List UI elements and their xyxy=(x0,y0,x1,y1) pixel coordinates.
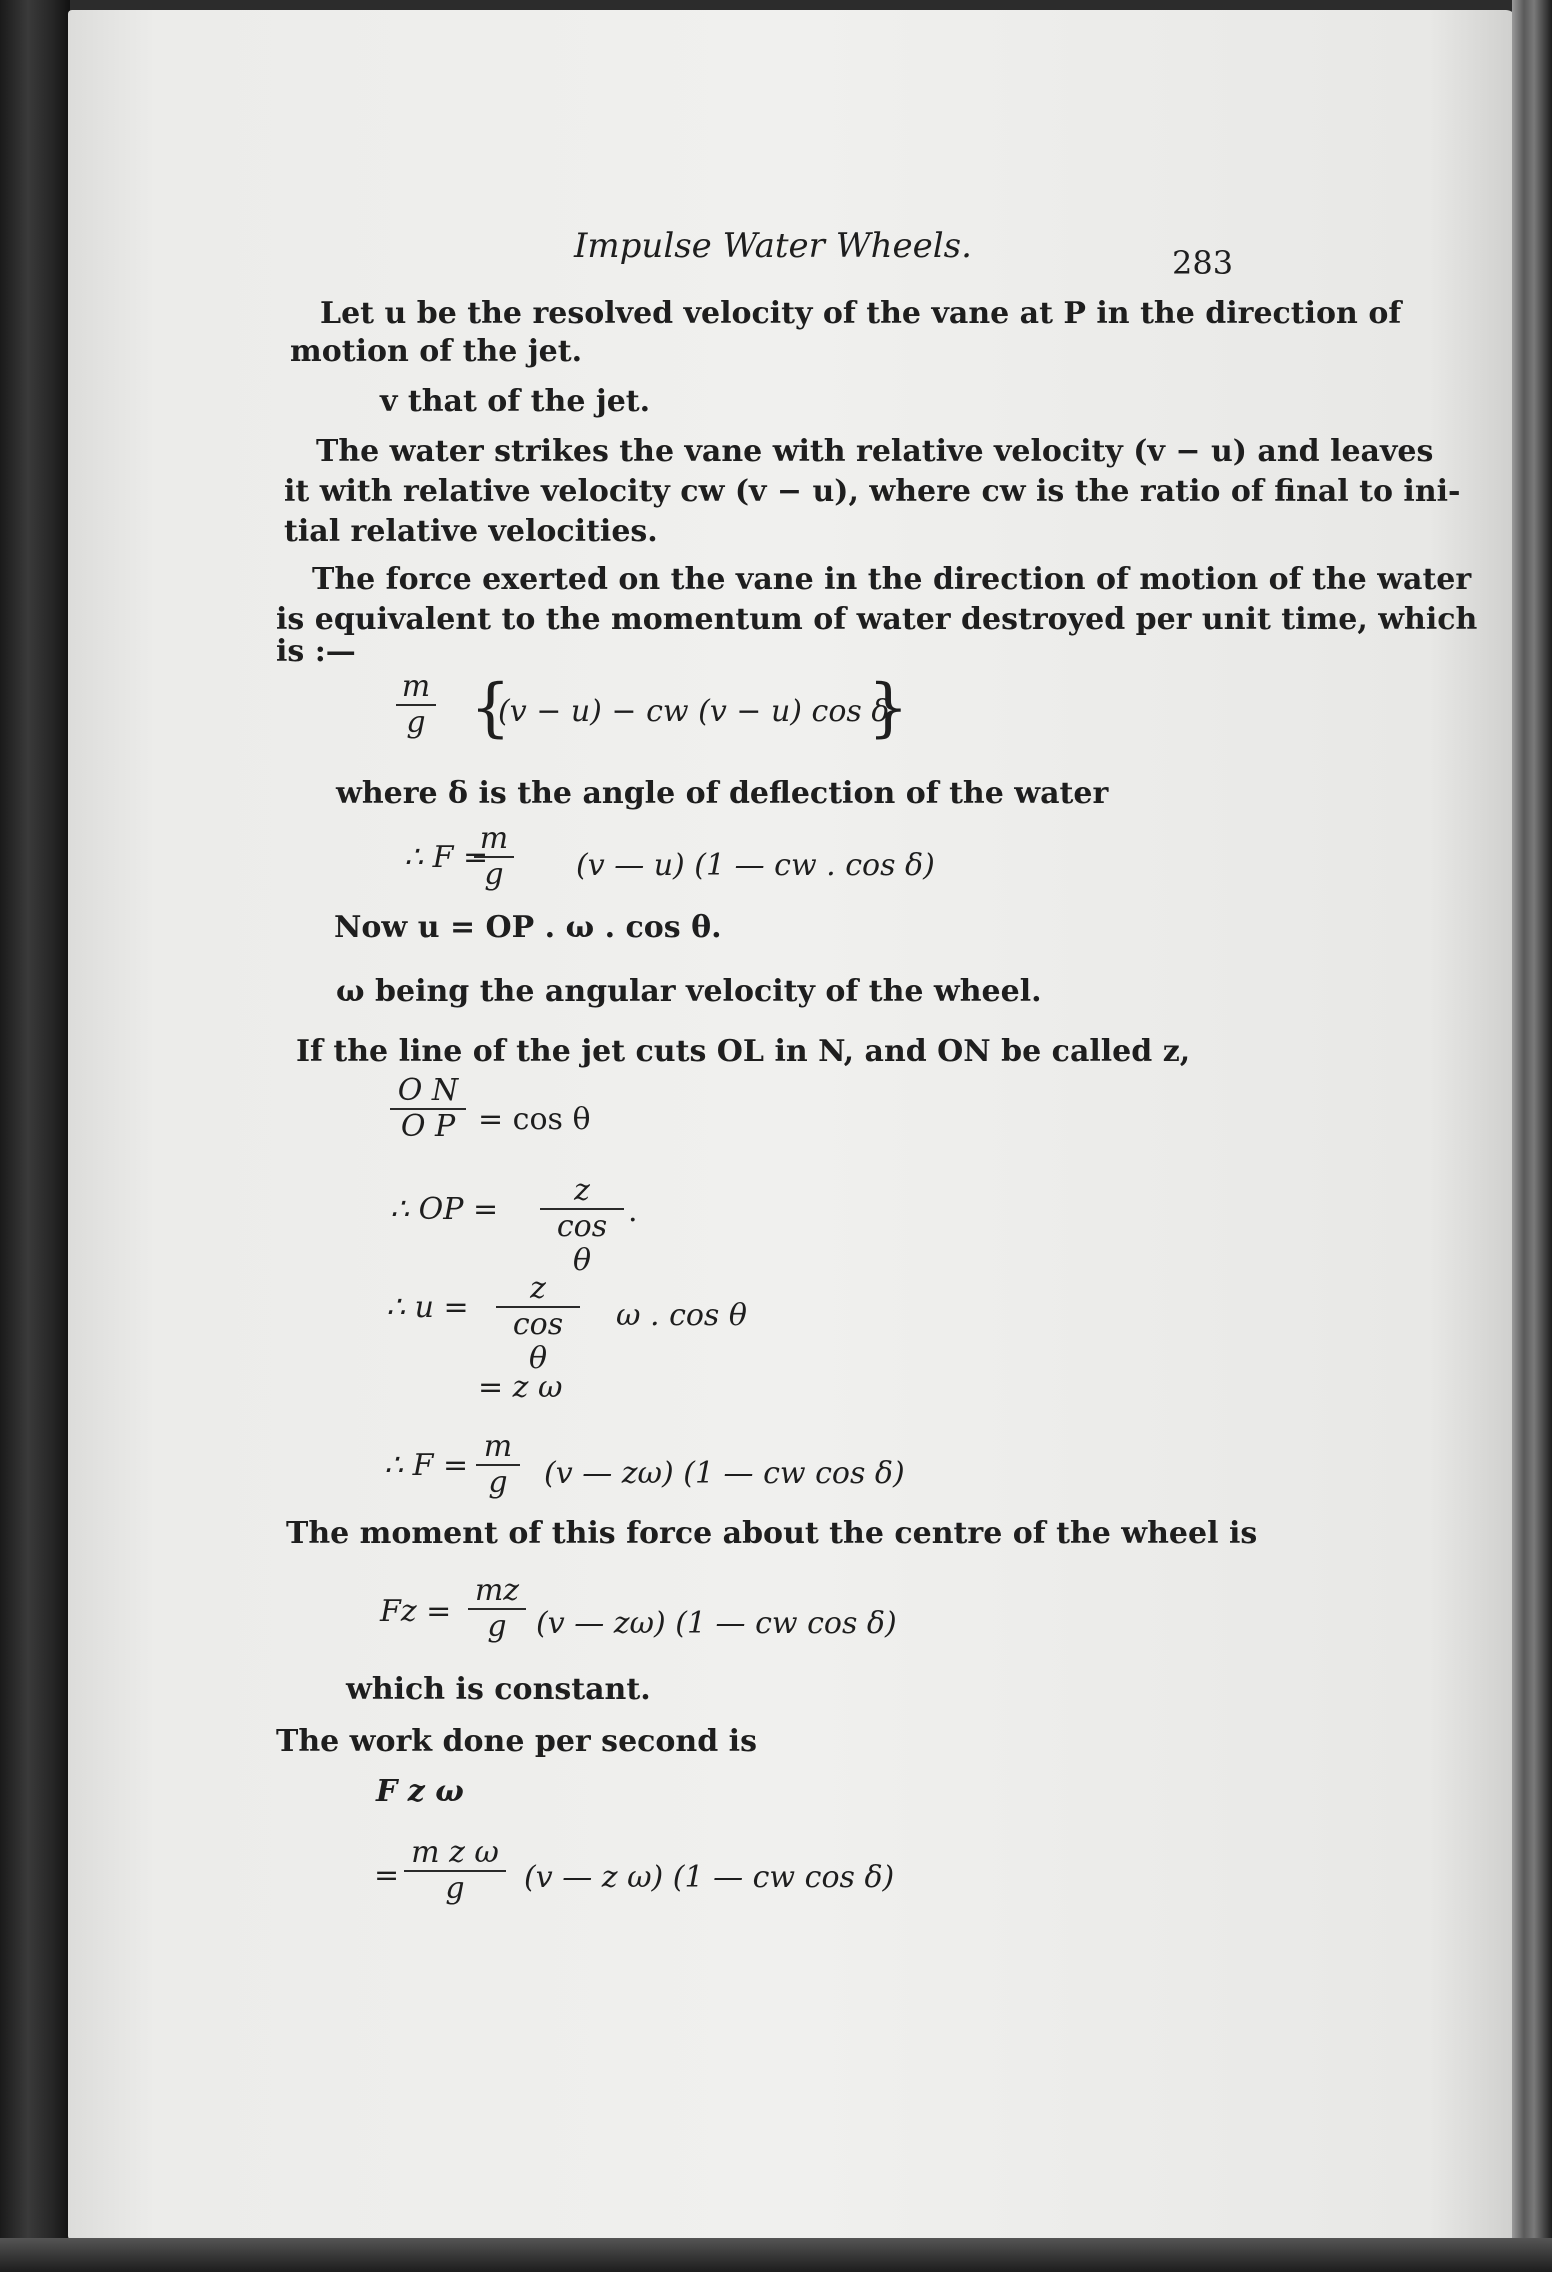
paragraph-line: is equivalent to the momentum of water destroyed per unit time, which xyxy=(276,602,1478,637)
equation-lhs: ∴ OP = xyxy=(390,1192,499,1227)
paragraph-line: Now u = OP . ω . cos θ. xyxy=(334,910,722,945)
left-brace: { xyxy=(470,671,511,745)
paragraph-line: tial relative velocities. xyxy=(284,514,658,549)
equation-rhs: . xyxy=(628,1194,638,1229)
equation-rhs: = z ω xyxy=(478,1370,563,1405)
equation-lhs: ∴ u = xyxy=(386,1290,469,1325)
denominator: O P xyxy=(400,1109,456,1144)
numerator: z xyxy=(496,1272,580,1308)
equation-rhs: (v — z ω) (1 — cw cos δ) xyxy=(524,1860,895,1895)
equation-lhs: = xyxy=(374,1858,400,1893)
fraction xyxy=(474,822,514,892)
numerator: mz xyxy=(468,1574,526,1610)
denominator: cos θ xyxy=(556,1209,608,1278)
numerator: m xyxy=(474,822,514,858)
equation-lhs: Fz = xyxy=(380,1594,452,1629)
fraction xyxy=(404,1836,506,1906)
equation-rhs: (v — zω) (1 — cw cos δ) xyxy=(536,1606,897,1641)
numerator: O N xyxy=(390,1074,466,1110)
equation-rhs: (v — u) (1 — cw . cos δ) xyxy=(576,848,935,883)
page-number: 283 xyxy=(1172,244,1234,282)
equation-lhs: ∴ F = xyxy=(384,1448,469,1483)
fraction xyxy=(540,1174,624,1278)
denominator: g xyxy=(488,1465,508,1500)
book-gutter xyxy=(0,0,70,2272)
equation-rhs: (v — zω) (1 — cw cos δ) xyxy=(544,1456,905,1491)
denominator: cos θ xyxy=(512,1307,564,1376)
equation-rhs: ω . cos θ xyxy=(616,1298,747,1333)
page-edge-right xyxy=(1512,0,1552,2272)
running-head: Impulse Water Wheels. xyxy=(574,226,972,266)
paragraph-line: The moment of this force about the centre of the wheel is xyxy=(286,1516,1258,1551)
page-edge-bottom xyxy=(0,2238,1552,2272)
equation-lhs: ∴ F = xyxy=(404,840,489,875)
equation-body: (v − u) − cw (v − u) cos δ xyxy=(498,694,890,729)
denominator: g xyxy=(406,705,426,740)
paragraph-line: Let u be the resolved velocity of the vane at P in the direction of xyxy=(320,296,1402,331)
fraction xyxy=(468,1574,526,1644)
paragraph-line: is :— xyxy=(276,634,356,669)
denominator: g xyxy=(487,1609,507,1644)
denominator: g xyxy=(484,857,504,892)
denominator: g xyxy=(445,1871,465,1906)
paragraph-line: which is constant. xyxy=(346,1672,651,1707)
book-page xyxy=(68,10,1516,2240)
numerator: z xyxy=(540,1174,624,1210)
fraction xyxy=(476,1430,520,1500)
paragraph-line: ω being the angular velocity of the wheel. xyxy=(336,974,1042,1009)
fraction xyxy=(390,1074,466,1144)
numerator: m xyxy=(476,1430,520,1466)
numerator: m xyxy=(396,670,436,706)
paragraph-line: it with relative velocity cw (v − u), where cw is the ratio of final to ini- xyxy=(284,474,1461,509)
paragraph-line: The force exerted on the vane in the direction of motion of the water xyxy=(312,562,1472,597)
equation-rhs: = cos θ xyxy=(478,1102,591,1137)
paragraph-line: The work done per second is xyxy=(276,1724,757,1759)
paragraph-line: If the line of the jet cuts OL in N, and ON be called z, xyxy=(296,1034,1191,1069)
fraction xyxy=(496,1272,580,1376)
equation-rhs: F z ω xyxy=(376,1774,464,1809)
fraction xyxy=(396,670,436,740)
paragraph-line: The water strikes the vane with relative velocity (v − u) and leaves xyxy=(316,434,1434,469)
paragraph-line: where δ is the angle of deflection of the water xyxy=(336,776,1109,811)
paragraph-line: v that of the jet. xyxy=(380,384,651,419)
numerator: m z ω xyxy=(404,1836,506,1872)
right-brace: } xyxy=(868,671,909,745)
paragraph-line: motion of the jet. xyxy=(290,334,583,369)
